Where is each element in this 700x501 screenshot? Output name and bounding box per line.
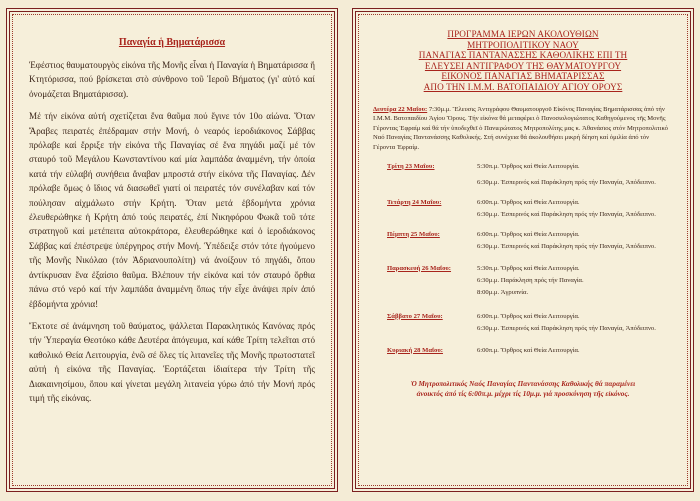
schedule-row bbox=[359, 211, 687, 219]
service-time: 6:00π.μ. Ὄρθρος καί Θεία Λειτουργία. bbox=[477, 346, 580, 354]
schedule-row bbox=[359, 325, 687, 333]
paragraph-intro: Ἐφέστιος θαυματουργὸς εἰκόνα τῆς Μονῆς εἶναι ἡ Παναγία ἡ Βηματάρισσα ἤ Κτητόρισσα, πού βρίσκεται στὸ σύνθρονο τοῦ Ἱεροῦ Βήματος (γι' αὐτό καί ὀνομάζεται Βηματάρισσα). bbox=[29, 60, 315, 99]
program-title-line: ΕΙΚΟΝΟΣ ΠΑΝΑΓΙΑΣ ΒΗΜΑΤΑΡΙΣΣΑΣ bbox=[441, 71, 605, 82]
day-label-tuesday: Τρίτη 23 Μαΐου: bbox=[387, 162, 435, 170]
service-time: 8:00μ.μ. Ἀγρυπνία. bbox=[477, 288, 529, 296]
note-line: ἀνοικτός ἀπό τίς 6:00π.μ. μέχρι τίς 10μ.μ. γιά προσκύνηση τῆς εἰκόνος. bbox=[416, 389, 630, 398]
schedule-row bbox=[359, 243, 687, 251]
schedule-row bbox=[359, 347, 687, 355]
service-time: 6:30μ.μ. Ἑσπερινός καί Παράκληση πρός τήν Παναγία, Ἀπόδειπνο. bbox=[477, 324, 656, 332]
first-day-text: 7:30μ.μ. Ἔλευσις Ἀντιγράφου Θαυματουργοῦ Εἰκόνος Παναγίας Βηματάρισσας ἀπό τήν Ι.Μ.Μ. Βατοπαιδίου Ἁγίου Ὄρους. Τήν εἰκόνα θά μεταφέρει ὁ Πανοσιολογιώτατος Καθηγούμενος τῆς Μονῆς Γέροντας Ἐφραίμ καί θά τήν ὑποδεχθεῖ ὁ Πανιερώτατος Μητροπολίτης μας κ. Ἀθανάσιος στόν Μητροπολιτικό Ναό Παναγίας Παντανάσσης Καθολικής. Στή συνέχεια θά ἀκολουθήσει μικρή δέηση καί ὁμιλία ἀπό τόν Γέροντα Ἐφραίμ. bbox=[373, 105, 668, 151]
program-title-line: ΠΡΟΓΡΑΜΜΑ ΙΕΡΩΝ ΑΚΟΛΟΥΘΙΩΝ bbox=[447, 29, 599, 39]
left-panel-border bbox=[12, 14, 332, 486]
service-time: 5:30π.μ. Ὄρθρος καί Θεία Λειτουργία. bbox=[477, 264, 580, 272]
schedule-row bbox=[359, 179, 687, 187]
service-time: 5:30π.μ. Ὄρθρος καί Θεία Λειτουργία. bbox=[477, 162, 580, 170]
schedule-row bbox=[359, 231, 687, 239]
right-panel bbox=[352, 8, 694, 492]
program-title-line: ΠΑΝΑΓΙΑΣ ΠΑΝΤΑΝΑΣΣΗΣ ΚΑΘΟΛΙΚΗΣ ΕΠΙ ΤΗ bbox=[418, 50, 628, 61]
paragraph-miracle: Μέ τήν εἰκόνα αὐτή σχετίζεται ἕνα θαῦμα πού ἔγινε τόν 10ο αἰώνα. Ὅταν Ἄραβες πειρατές ἐπέδραμαν στήν Μονή, ὁ νεαρός ἱεροδιάκονος Σάββας πρόλαβε καί ἔρριξε τήν εἰκόνα τῆς Παναγίας σέ ἕνα πηγάδι μαζί μέ τόν σταυρό τοῦ Μεγάλου Κωνσταντίνου καί μία λαμπάδα ἀναμμένη, τήν ὁποία κατά τήν εὐλαβή συνήθεια ἄναβαν μπροστά στήν εἰκόνα τῆς Παναγίας. Δέν πρόλαβε ὅμως ὁ ἴδιος νά διασωθεῖ γιατί οἱ πειρατές τόν συνέλαβαν καί τόν πούλησαν αἰχμάλωτο στήν Κρήτη. Ὅταν μετά ἑβδομήντα χρόνια ἐλευθερώθηκε ἡ Κρήτη ἀπό τούς πειρατές, ἐπί Νικηφόρου Φωκᾶ τοῦ τότε στρατηγοῦ καί μετέπειτα αὐτοκράτορα, ἐλευθερώθηκε καί ὁ ἱεροδιάκονος Σάββας καί ἐπέστρεψε ὑπέργηρος στήν Μονή. Ὑπέδειξε στόν τότε ἡγούμενο τῆς Μονῆς Νικόλαο (τόν Ἀδριανουπολίτη) νά ἀνοίξουν τό πηγάδι, ὅπου ἀντίκρυσαν ἕνα ἐξαίσιο θαῦμα. Βλέπουν τήν εἰκόνα καί τόν σταυρό ὄρθια πάνω στό νερό καί τήν λαμπάδα ἀναμμένη ὅπως τήν εἶχε ἀνάψει πρίν ἀπό ἑβδομήντα χρόνια! bbox=[29, 111, 315, 309]
day-label-saturday: Σάββατο 27 Μαΐου: bbox=[387, 312, 443, 320]
program-title-line: ΕΛΕΥΣΕΙ ΑΝΤΙΓΡΑΦΟΥ ΤΗΣ ΘΑΥΜΑΤΟΥΡΓΟΥ bbox=[424, 60, 622, 71]
service-time: 6:30μ.μ. Ἑσπερινός καί Παράκληση πρός τήν Παναγία, Ἀπόδειπνο. bbox=[477, 210, 656, 218]
service-time: 6:00π.μ. Ὄρθρος καί Θεία Λειτουργία. bbox=[477, 312, 580, 320]
service-time: 6:00π.μ. Ὄρθρος καί Θεία Λειτουργία. bbox=[477, 198, 580, 206]
schedule-row bbox=[359, 163, 687, 171]
left-text-body bbox=[13, 58, 331, 405]
day-label-sunday: Κυριακή 28 Μαΐου: bbox=[387, 346, 443, 354]
schedule-row bbox=[359, 265, 687, 273]
left-panel bbox=[6, 8, 338, 492]
service-time: 6:00π.μ. Ὄρθρος καί Θεία Λειτουργία. bbox=[477, 230, 580, 238]
schedule bbox=[359, 163, 687, 423]
day-label-wednesday: Τετάρτη 24 Μαΐου: bbox=[387, 198, 442, 206]
first-day-entry bbox=[359, 105, 687, 153]
program-title bbox=[359, 29, 687, 93]
opening-hours-note bbox=[359, 379, 687, 399]
day-label-friday: Παρασκευή 26 Μαΐου: bbox=[387, 264, 452, 272]
program-title-line: ΜΗΤΡΟΠΟΛΙΤΙΚΟΥ ΝΑΟΥ bbox=[467, 39, 579, 50]
schedule-row bbox=[359, 313, 687, 321]
schedule-row bbox=[359, 289, 687, 297]
day-label-thursday: Πέμπτη 25 Μαΐου: bbox=[387, 230, 440, 238]
right-panel-border bbox=[358, 14, 688, 486]
service-time: 6:30μ.μ. Παράκληση πρός τήν Παναγία. bbox=[477, 276, 584, 284]
service-time: 6:30μ.μ. Ἑσπερινός καί Παράκληση πρός τήν Παναγία, Ἀπόδειπνο. bbox=[477, 178, 656, 186]
schedule-row bbox=[359, 277, 687, 285]
day-label-monday: Δευτέρα 22 Μαΐου: bbox=[373, 105, 428, 113]
service-time: 6:30μ.μ. Ἑσπερινός καί Παράκληση πρός τήν Παναγία, Ἀπόδειπνο. bbox=[477, 242, 656, 250]
left-title: Παναγία ἡ Βηματάρισσα bbox=[118, 37, 226, 48]
schedule-row bbox=[359, 199, 687, 207]
program-title-line: ΑΠΟ ΤΗΝ Ι.Μ.Μ. ΒΑΤΟΠΑΙΔΙΟΥ ΑΓΙΟΥ ΟΡΟΥΣ bbox=[423, 81, 623, 92]
paragraph-commemoration: Ἕκτοτε σέ ἀνάμνηση τοῦ θαύματος, ψάλλεται Παρακλητικός Κανόνας πρός τήν Ὑπεραγία Θεοτόκο κάθε Δευτέρα ἀπόγευμα, καί κάθε Τρίτη τελεῖται στό καθολικό Θεία Λειτουργία, ἐνῶ σέ ὅλες τίς λιτανεῖες τῆς Μονῆς πρωτοστατεῖ αὐτή ἡ εἰκόνα τῆς Παναγίας. Ἑορτάζεται ἰδιαίτερα τήν Τρίτη τῆς Διακαινησίμου, ὅπου καί γίνεται μεγάλη λιτανεία γύρω ἀπό τήν Μονή πρός τιμή τῆς εἰκόνας. bbox=[29, 320, 315, 403]
note-line: Ὁ Μητροπολιτικός Ναός Παναγίας Παντανάσσης Καθολικής θά παραμένει bbox=[410, 379, 636, 388]
